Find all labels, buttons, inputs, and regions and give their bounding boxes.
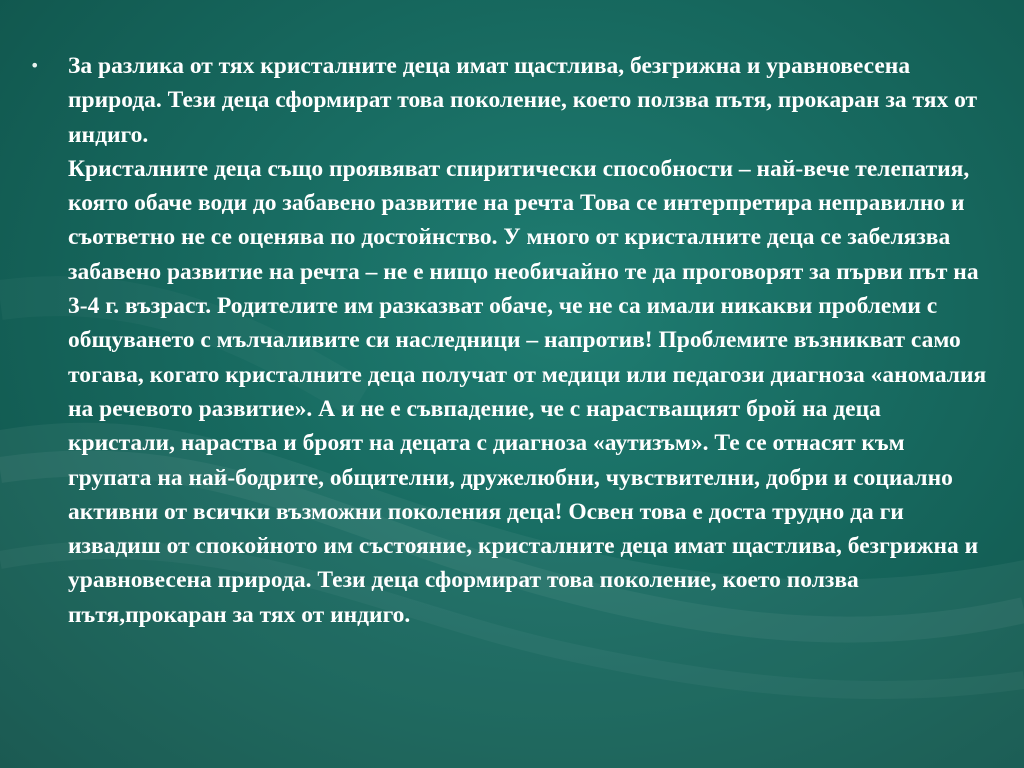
bullet-point-icon: • [30,56,40,75]
paragraph-main: Кристалните деца също проявяват спиритически способности – най-вече телепатия, която обаче води до забавено развитие на речта Това се интерпретира неправилно и съответно не се оценява по достойнство. У много от кристалните деца се забелязва забавено развитие на речта – не е нищо необичайно те да проговорят за първи път на 3-4 г. възраст. Родителите им разказват обаче, че не са имали никакви проблеми с общуването с мълчаливите си наследници – напротив! Проблемите възникват само тогава, когато кристалните деца получат от медици или педагози диагноза «аномалия на речевото развитие». А и не е съвпадение, че с нарастващият брой на деца кристали, нараства и броят на децата с диагноза «аутизъм». Те се отнасят към групата на най-бодрите, общителни, дружелюбни, чувствителни, добри и социално активни от всички възможни поколения деца! Освен това е доста трудно да ги извадиш от спокойното им състояние, кристалните деца имат щастлива, безгрижна и уравновесена природа. Тези деца сформират това поколение, което ползва пътя,прокаран за тях от индиго. [68,155,987,628]
slide-text-body [30,49,990,749]
bullet-item [30,49,990,632]
bullet-text [68,49,990,632]
paragraph-intro: За разлика от тях кристалните деца имат щастлива, безгрижна и уравновесена природа. Тези деца сформират това поколение, което ползва пътя, прокаран за тях от индиго. [68,53,978,148]
